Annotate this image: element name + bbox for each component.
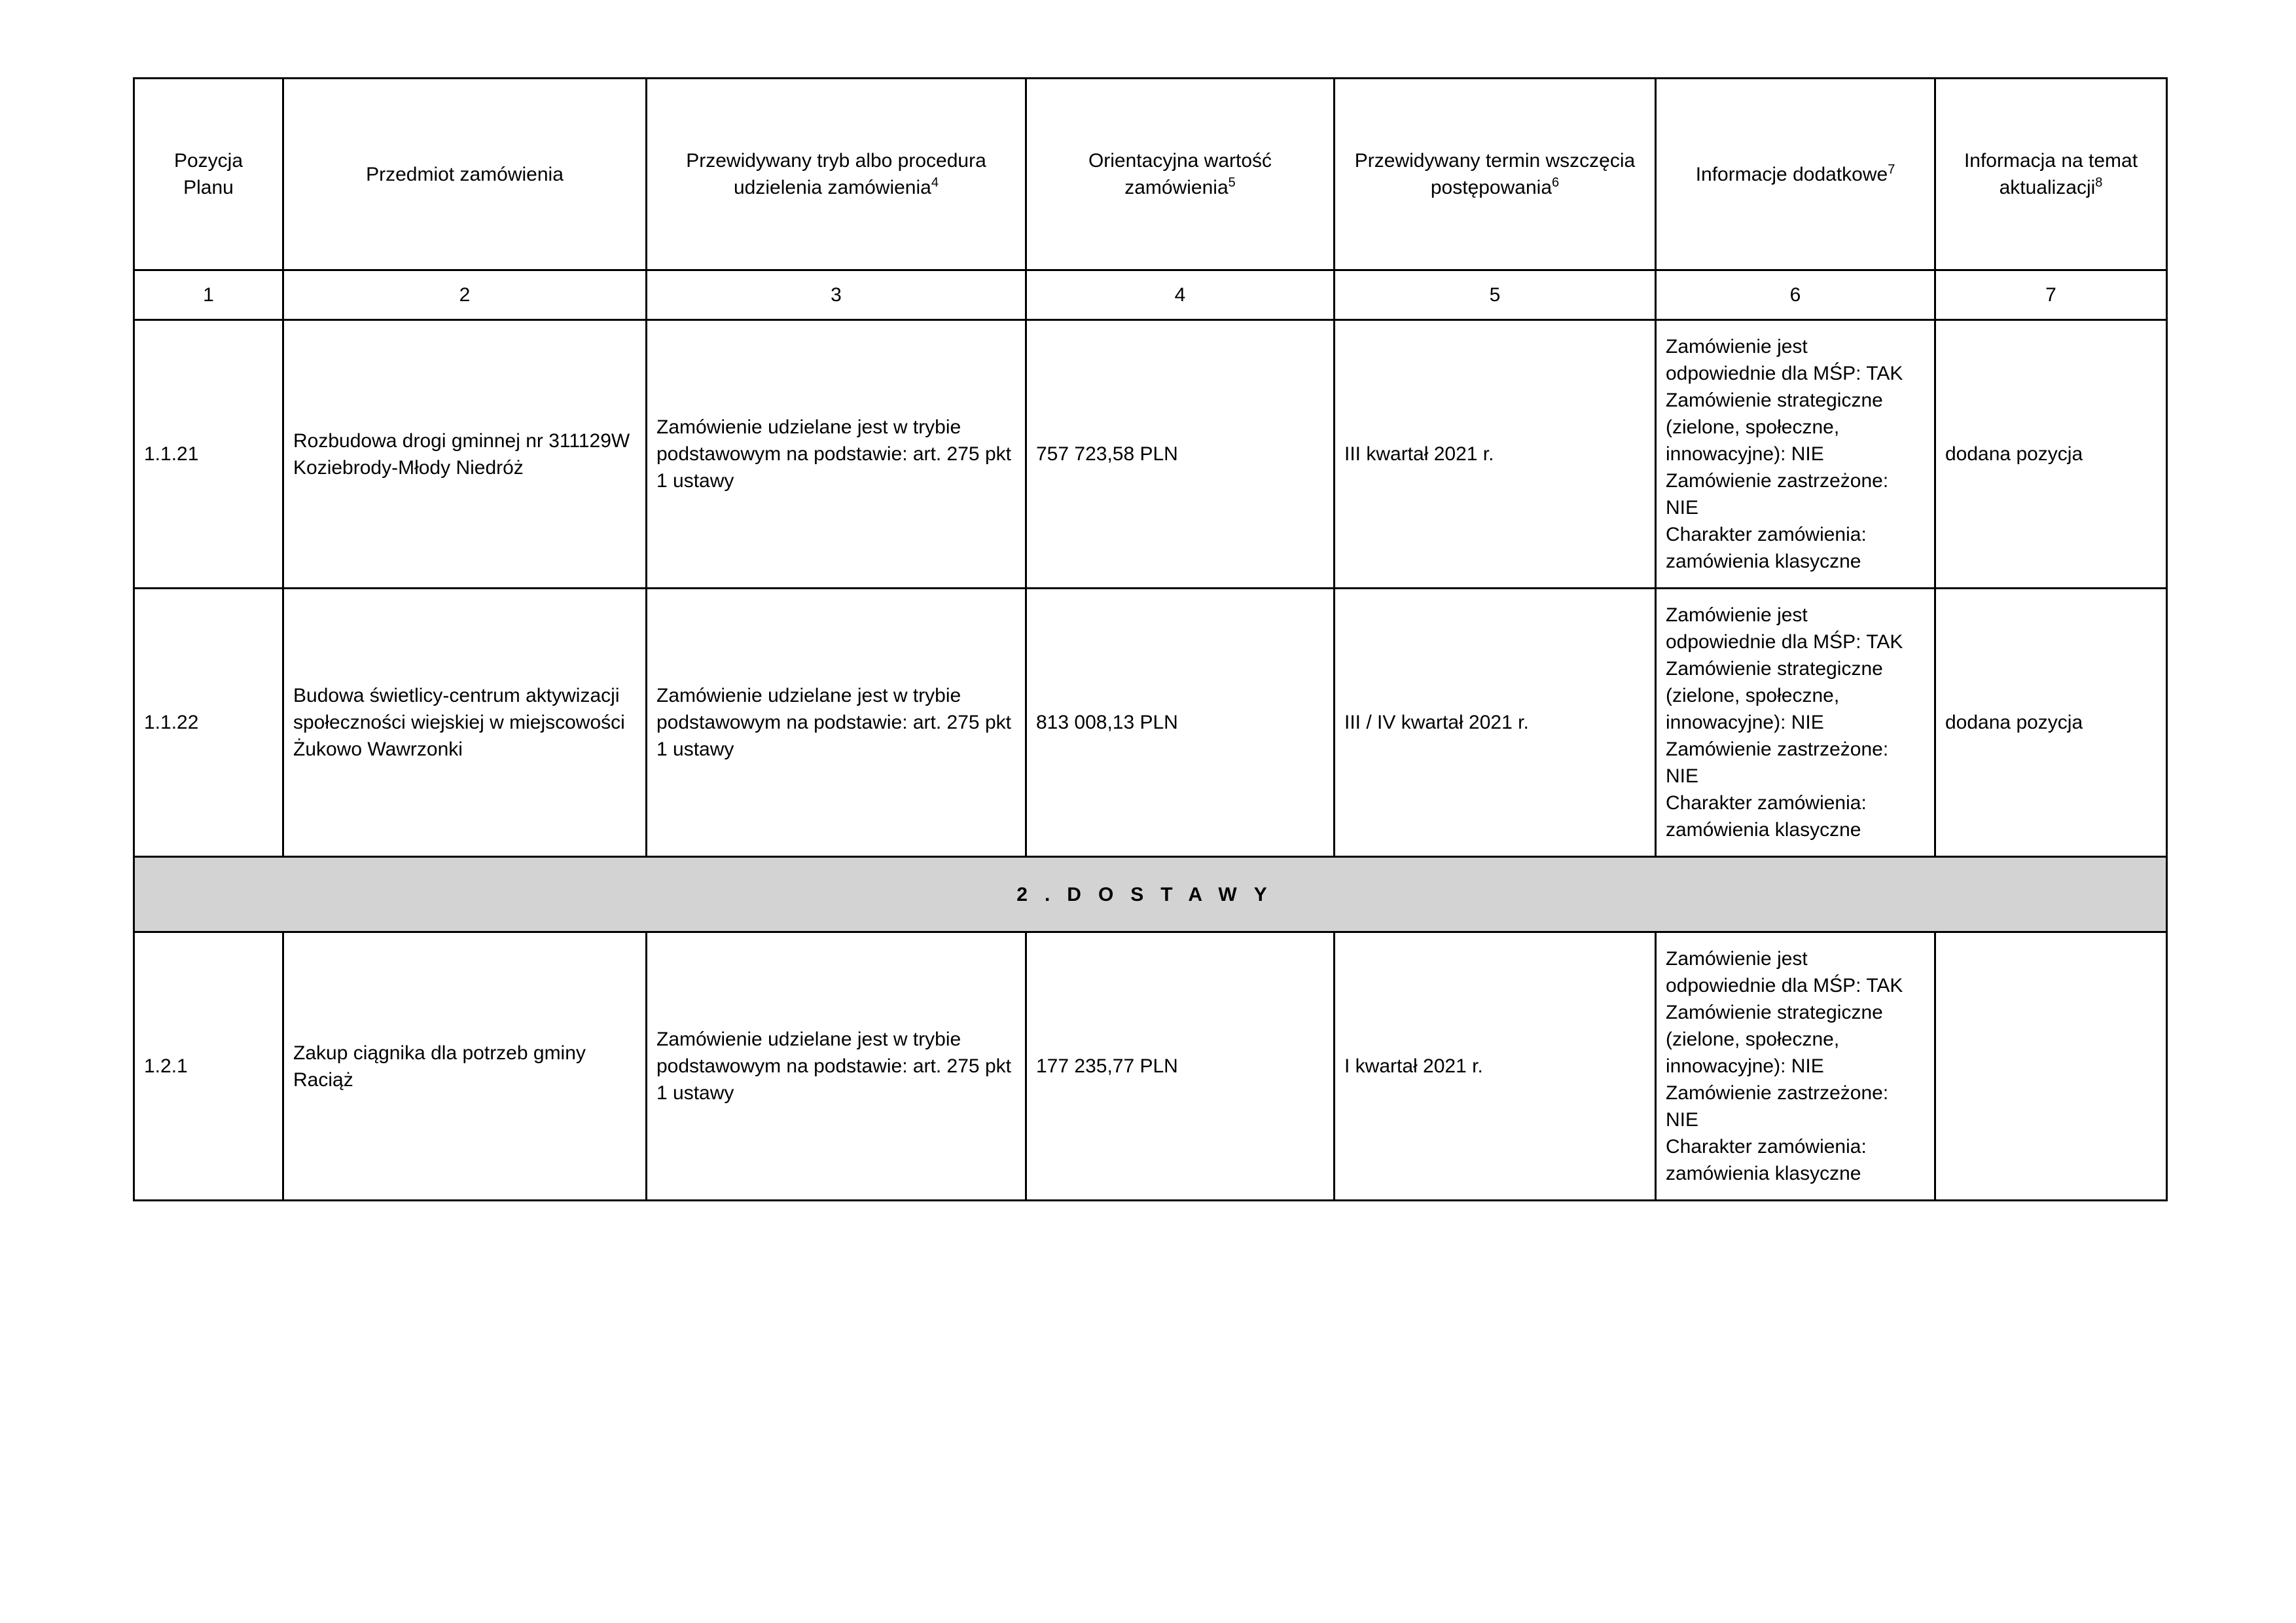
cell-position: 1.1.22 — [134, 589, 283, 857]
procurement-plan-table — [133, 77, 2168, 1201]
column-number: 1 — [134, 270, 283, 320]
cell-procedure: Zamówienie udzielane jest w trybie podstawowym na podstawie: art. 275 pkt 1 ustawy — [647, 320, 1026, 589]
header-update: Informacja na temat aktualizacji$^8$ — [1935, 79, 2167, 270]
header-row — [134, 79, 2167, 270]
header-info: Informacje dodatkowe$^7$ — [1656, 79, 1935, 270]
cell-info: Zamówienie jest odpowiednie dla MŚP: TAK Zamówienie strategiczne (zielone, społeczne, innowacyjne): NIE Zamówienie zastrzeżone: NIE Charakter zamówienia: zamówienia klasyczne — [1656, 932, 1935, 1201]
cell-term: I kwartał 2021 r. — [1335, 932, 1656, 1201]
cell-position: 1.1.21 — [134, 320, 283, 589]
cell-info: Zamówienie jest odpowiednie dla MŚP: TAK Zamówienie strategiczne (zielone, społeczne, innowacyjne): NIE Zamówienie zastrzeżone: NIE Charakter zamówienia: zamówienia klasyczne — [1656, 320, 1935, 589]
column-number: 6 — [1656, 270, 1935, 320]
cell-position: 1.2.1 — [134, 932, 283, 1201]
table-row — [134, 932, 2167, 1201]
column-number: 7 — [1935, 270, 2167, 320]
column-number: 2 — [283, 270, 647, 320]
cell-procedure: Zamówienie udzielane jest w trybie podstawowym na podstawie: art. 275 pkt 1 ustawy — [647, 589, 1026, 857]
column-number: 3 — [647, 270, 1026, 320]
table-row — [134, 589, 2167, 857]
section-row — [134, 857, 2167, 932]
header-procedure: Przewidywany tryb albo procedura udzielenia zamówienia$^4$ — [647, 79, 1026, 270]
cell-value: 177 235,77 PLN — [1026, 932, 1335, 1201]
column-number: 5 — [1335, 270, 1656, 320]
column-number: 4 — [1026, 270, 1335, 320]
cell-term: III / IV kwartał 2021 r. — [1335, 589, 1656, 857]
section-title: 2.DOSTAWY — [134, 857, 2167, 932]
cell-value: 757 723,58 PLN — [1026, 320, 1335, 589]
cell-update: dodana pozycja — [1935, 589, 2167, 857]
header-subject: Przedmiot zamówienia — [283, 79, 647, 270]
cell-subject: Budowa świetlicy-centrum aktywizacji społeczności wiejskiej w miejscowości Żukowo Wawrzonki — [283, 589, 647, 857]
header-position: Pozycja Planu — [134, 79, 283, 270]
cell-update — [1935, 932, 2167, 1201]
header-value: Orientacyjna wartość zamówienia$^5$ — [1026, 79, 1335, 270]
header-term: Przewidywany termin wszczęcia postępowania$^6$ — [1335, 79, 1656, 270]
cell-value: 813 008,13 PLN — [1026, 589, 1335, 857]
table-row — [134, 320, 2167, 589]
column-number-row — [134, 270, 2167, 320]
cell-subject: Zakup ciągnika dla potrzeb gminy Raciąż — [283, 932, 647, 1201]
cell-procedure: Zamówienie udzielane jest w trybie podstawowym na podstawie: art. 275 pkt 1 ustawy — [647, 932, 1026, 1201]
cell-info: Zamówienie jest odpowiednie dla MŚP: TAK Zamówienie strategiczne (zielone, społeczne, innowacyjne): NIE Zamówienie zastrzeżone: NIE Charakter zamówienia: zamówienia klasyczne — [1656, 589, 1935, 857]
cell-term: III kwartał 2021 r. — [1335, 320, 1656, 589]
cell-update: dodana pozycja — [1935, 320, 2167, 589]
cell-subject: Rozbudowa drogi gminnej nr 311129W Koziebrody-Młody Niedróż — [283, 320, 647, 589]
